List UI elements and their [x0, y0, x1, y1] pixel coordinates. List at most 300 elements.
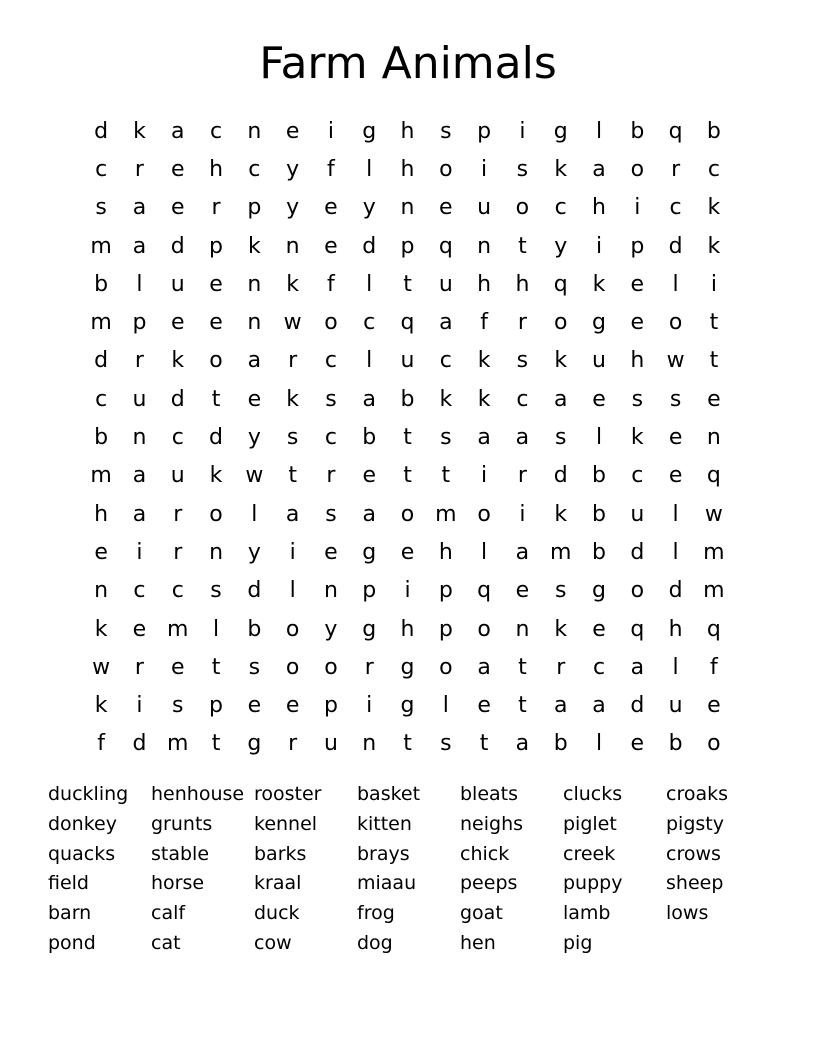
grid-letter: l — [212, 616, 220, 642]
grid-letter: d — [132, 731, 147, 757]
grid-letter: m — [90, 463, 112, 489]
grid-row — [82, 457, 734, 495]
grid-letter: n — [706, 425, 721, 451]
grid-letter: g — [400, 654, 415, 680]
grid-letter: c — [171, 425, 184, 451]
grid-letter: q — [553, 271, 568, 297]
grid-letter: p — [438, 616, 453, 642]
grid-letter: m — [703, 539, 725, 565]
grid-letter: n — [477, 233, 492, 259]
grid-letter: d — [668, 233, 683, 259]
grid-letter: s — [554, 425, 567, 451]
word-bank-item: duck — [254, 902, 300, 925]
grid-letter: n — [323, 578, 338, 604]
grid-letter: e — [324, 539, 338, 565]
grid-letter: i — [634, 195, 641, 221]
grid-letter: i — [136, 693, 143, 719]
grid-letter: a — [171, 118, 185, 144]
grid-letter: r — [517, 463, 527, 489]
grid-letter: t — [288, 463, 297, 489]
grid-letter: g — [362, 616, 377, 642]
grid-letter: c — [171, 578, 184, 604]
grid-letter: c — [324, 425, 337, 451]
grid-letter: k — [94, 616, 108, 642]
word-bank-item: barks — [254, 842, 307, 865]
grid-letter: y — [286, 195, 300, 221]
grid-letter: o — [324, 310, 338, 336]
grid-letter: s — [516, 348, 529, 374]
grid-letter: e — [170, 156, 185, 182]
grid-letter: k — [94, 693, 108, 719]
grid-letter: s — [325, 386, 337, 412]
grid-letter: d — [668, 578, 683, 604]
grid-letter: d — [630, 693, 645, 719]
grid-letter: h — [94, 501, 109, 527]
word-bank-item: clucks — [563, 783, 623, 805]
grid-letter: o — [209, 348, 223, 374]
grid-letter: a — [132, 233, 147, 259]
grid-letter: r — [173, 539, 183, 565]
grid-letter: r — [288, 731, 298, 757]
grid-letter: h — [400, 156, 415, 182]
grid-letter: m — [90, 310, 112, 336]
word-bank-item: piglet — [563, 812, 617, 835]
word-bank-column — [357, 780, 460, 959]
grid-row — [82, 686, 734, 724]
grid-letter: o — [400, 501, 415, 527]
grid-letter: s — [440, 118, 452, 144]
grid-letter: q — [668, 118, 683, 144]
grid-letter: g — [362, 539, 377, 565]
grid-letter: e — [209, 271, 223, 297]
grid-letter: k — [554, 501, 568, 527]
grid-letter: r — [134, 156, 144, 182]
grid-letter: e — [592, 386, 606, 412]
word-bank-item: creek — [563, 842, 616, 865]
word-bank-item: kitten — [357, 812, 412, 835]
grid-letter: l — [672, 654, 679, 680]
grid-letter: b — [247, 616, 262, 642]
grid-letter: k — [477, 348, 491, 374]
grid-letter: s — [248, 654, 261, 680]
grid-letter: a — [132, 501, 147, 527]
grid-letter: d — [247, 578, 262, 604]
grid-letter: h — [668, 616, 683, 642]
grid-letter: r — [556, 654, 566, 680]
grid-letter: s — [95, 195, 107, 221]
grid-letter: o — [515, 195, 530, 221]
grid-letter: i — [404, 578, 411, 604]
grid-letter: e — [477, 693, 491, 719]
grid-letter: d — [94, 118, 109, 144]
grid-letter: s — [440, 425, 452, 451]
grid-letter: k — [630, 425, 644, 451]
grid-letter: g — [247, 731, 262, 757]
grid-letter: r — [326, 463, 336, 489]
word-bank-item: cat — [151, 931, 181, 954]
grid-letter: t — [518, 693, 527, 719]
word-bank-column — [666, 780, 769, 959]
grid-letter: b — [94, 271, 109, 297]
grid-letter: o — [209, 501, 223, 527]
grid-letter: k — [171, 348, 185, 374]
grid-letter: t — [403, 731, 412, 757]
grid-letter: k — [247, 233, 261, 259]
grid-letter: i — [519, 501, 526, 527]
grid-letter: c — [439, 348, 452, 374]
grid-letter: s — [210, 578, 222, 604]
grid-letter: c — [209, 118, 223, 144]
grid-letter: w — [283, 310, 302, 336]
grid-letter: a — [285, 501, 300, 527]
grid-letter: a — [592, 156, 606, 182]
grid-letter: m — [703, 578, 725, 604]
word-bank-item: crows — [666, 842, 721, 865]
word-bank-item: grunts — [151, 812, 213, 835]
word-bank-item: neighs — [460, 812, 524, 835]
grid-letter: i — [136, 539, 143, 565]
grid-letter: p — [400, 233, 415, 259]
word-bank-item: goat — [460, 902, 503, 925]
grid-letter: e — [324, 195, 338, 221]
grid-letter: s — [172, 693, 184, 719]
grid-letter: d — [209, 425, 224, 451]
grid-letter: q — [400, 310, 415, 336]
grid-letter: a — [132, 195, 147, 221]
grid-letter: e — [170, 654, 185, 680]
grid-letter: k — [554, 616, 568, 642]
page-title: Farm Animals — [259, 38, 557, 89]
grid-letter: a — [362, 386, 376, 412]
grid-letter: d — [630, 539, 645, 565]
grid-row — [82, 342, 734, 380]
grid-letter: k — [439, 386, 453, 412]
grid-letter: l — [366, 156, 373, 182]
grid-letter: t — [211, 731, 221, 757]
grid-letter: u — [170, 463, 185, 489]
grid-letter: p — [438, 578, 453, 604]
grid-letter: a — [477, 654, 491, 680]
grid-letter: l — [251, 501, 258, 527]
grid-letter: u — [132, 386, 147, 412]
grid-row — [82, 725, 734, 763]
grid-letter: p — [209, 233, 224, 259]
grid-letter: b — [94, 425, 109, 451]
grid-letter: a — [477, 425, 491, 451]
grid-letter: k — [209, 463, 223, 489]
grid-letter: e — [132, 616, 147, 642]
grid-letter: d — [170, 233, 185, 259]
grid-letter: n — [247, 271, 262, 297]
grid-letter: i — [366, 693, 373, 719]
word-bank-item: donkey — [48, 812, 117, 835]
grid-letter: e — [285, 693, 300, 719]
grid-letter: k — [554, 348, 568, 374]
grid-letter: i — [710, 271, 717, 297]
grid-letter: u — [400, 348, 415, 374]
grid-letter: o — [477, 501, 491, 527]
grid-letter: l — [366, 271, 373, 297]
grid-letter: n — [247, 310, 262, 336]
grid-letter: s — [554, 578, 567, 604]
word-bank-item: kraal — [254, 872, 302, 895]
grid-letter: h — [209, 156, 224, 182]
word-bank-item: dog — [357, 931, 393, 954]
grid-letter: e — [668, 425, 683, 451]
grid-letter: d — [362, 233, 377, 259]
word-bank-item: sheep — [666, 872, 724, 895]
grid-letter: o — [439, 156, 453, 182]
grid-letter: s — [516, 156, 529, 182]
grid-letter: c — [363, 310, 376, 336]
grid-letter: k — [286, 271, 299, 297]
grid-letter: m — [435, 501, 457, 527]
grid-letter: u — [592, 348, 606, 374]
grid-letter: t — [518, 233, 527, 259]
grid-letter: u — [323, 731, 338, 757]
word-bank-column — [151, 780, 254, 959]
grid-letter: c — [707, 156, 720, 182]
word-bank-item: horse — [151, 872, 205, 895]
grid-letter: h — [477, 271, 492, 297]
grid-letter: k — [286, 386, 299, 412]
grid-letter: i — [327, 118, 334, 144]
grid-letter: a — [247, 348, 262, 374]
grid-letter: k — [477, 386, 491, 412]
grid-letter: o — [630, 578, 645, 604]
grid-row — [82, 380, 734, 418]
grid-letter: e — [592, 616, 606, 642]
grid-letter: t — [403, 463, 412, 489]
grid-letter: k — [707, 195, 721, 221]
grid-letter: n — [400, 195, 415, 221]
grid-letter: k — [592, 271, 606, 297]
grid-letter: g — [362, 118, 377, 144]
grid-letter: i — [289, 539, 296, 565]
grid-letter: d — [170, 386, 185, 412]
grid-letter: i — [519, 118, 526, 144]
grid-row — [82, 572, 734, 610]
grid-letter: m — [167, 731, 189, 757]
word-bank-item: calf — [151, 902, 186, 925]
grid-letter: g — [592, 310, 606, 336]
grid-letter: f — [327, 271, 335, 297]
grid-letter: c — [631, 463, 644, 489]
grid-letter: p — [362, 578, 377, 604]
grid-letter: y — [362, 195, 376, 221]
grid-letter: l — [595, 731, 603, 757]
grid-letter: c — [554, 195, 567, 221]
grid-letter: u — [438, 271, 453, 297]
grid-letter: n — [515, 616, 530, 642]
grid-letter: t — [479, 731, 489, 757]
grid-row — [82, 189, 734, 227]
grid-letter: b — [706, 118, 721, 144]
grid-letter: r — [288, 348, 298, 374]
grid-letter: y — [247, 425, 261, 451]
grid-letter: r — [364, 654, 374, 680]
grid-row — [82, 533, 734, 571]
grid-letter: p — [477, 118, 492, 144]
grid-letter: l — [289, 578, 296, 604]
grid-letter: y — [247, 539, 261, 565]
grid-letter: r — [173, 501, 183, 527]
grid-letter: w — [704, 501, 723, 527]
word-bank-item: brays — [357, 842, 410, 865]
grid-letter: y — [324, 616, 338, 642]
grid-letter: t — [211, 386, 221, 412]
grid-letter: m — [167, 616, 189, 642]
word-bank-item: pigsty — [666, 812, 724, 835]
word-bank-item: chick — [460, 842, 510, 865]
grid-letter: r — [211, 195, 221, 221]
grid-letter: o — [477, 616, 491, 642]
grid-letter: l — [595, 425, 603, 451]
grid-letter: i — [481, 156, 488, 182]
grid-row — [82, 418, 734, 456]
word-bank — [48, 780, 788, 959]
grid-letter: r — [517, 310, 527, 336]
grid-letter: a — [439, 310, 453, 336]
grid-letter: i — [481, 463, 488, 489]
grid-letter: l — [672, 539, 679, 565]
grid-letter: c — [669, 195, 682, 221]
grid-letter: o — [553, 310, 568, 336]
word-bank-item: duckling — [48, 783, 129, 805]
grid-letter: e — [209, 310, 223, 336]
word-bank-item: pig — [563, 931, 593, 954]
grid-letter: e — [362, 463, 376, 489]
grid-letter: d — [553, 463, 568, 489]
grid-letter: e — [285, 118, 300, 144]
grid-letter: t — [441, 463, 451, 489]
grid-letter: h — [592, 195, 606, 221]
grid-letter: e — [247, 693, 262, 719]
grid-letter: e — [707, 693, 721, 719]
grid-letter: e — [707, 386, 721, 412]
word-bank-item: croaks — [666, 783, 729, 805]
grid-letter: e — [668, 463, 683, 489]
grid-letter: e — [170, 195, 185, 221]
grid-row — [82, 112, 734, 150]
word-bank-item: cow — [254, 931, 292, 954]
grid-letter: t — [211, 654, 221, 680]
grid-letter: m — [90, 233, 112, 259]
word-bank-item: lamb — [563, 902, 611, 925]
grid-letter: e — [400, 539, 415, 565]
grid-letter: e — [515, 578, 530, 604]
grid-letter: o — [630, 156, 645, 182]
word-bank-item: puppy — [563, 872, 623, 895]
grid-letter: e — [247, 386, 262, 412]
grid-letter: e — [630, 271, 645, 297]
grid-letter: a — [515, 539, 530, 565]
grid-letter: c — [95, 386, 108, 412]
grid-letter: n — [209, 539, 224, 565]
grid-letter: q — [438, 233, 453, 259]
word-bank-column — [254, 780, 357, 959]
grid-row — [82, 648, 734, 686]
grid-letter: u — [668, 693, 683, 719]
grid-letter: h — [400, 616, 415, 642]
grid-letter: o — [285, 654, 300, 680]
grid-letter: n — [94, 578, 109, 604]
grid-row — [82, 227, 734, 265]
grid-letter: f — [710, 654, 718, 680]
grid-letter: w — [245, 463, 264, 489]
grid-letter: e — [324, 233, 338, 259]
grid-letter: b — [668, 731, 683, 757]
grid-letter: p — [209, 693, 224, 719]
grid-letter: t — [709, 348, 719, 374]
grid-letter: q — [706, 463, 721, 489]
grid-letter: a — [515, 425, 530, 451]
word-bank-item: rooster — [254, 783, 322, 805]
word-bank-column — [460, 780, 563, 959]
grid-letter: g — [553, 118, 568, 144]
word-bank-item: frog — [357, 902, 395, 925]
grid-letter: r — [671, 156, 681, 182]
grid-letter: t — [403, 271, 412, 297]
grid-letter: h — [630, 348, 645, 374]
grid-letter: c — [133, 578, 146, 604]
grid-letter: u — [170, 271, 185, 297]
grid-letter: c — [516, 386, 529, 412]
grid-letter: l — [672, 501, 679, 527]
grid-letter: p — [247, 195, 262, 221]
grid-letter: c — [592, 654, 606, 680]
grid-letter: p — [630, 233, 645, 259]
grid-letter: c — [324, 348, 337, 374]
grid-letter: s — [286, 425, 299, 451]
grid-letter: t — [403, 425, 412, 451]
grid-letter: s — [440, 731, 452, 757]
word-bank-item: miaau — [357, 872, 417, 895]
grid-letter: d — [94, 348, 109, 374]
grid-letter: m — [549, 539, 572, 565]
grid-letter: f — [327, 156, 335, 182]
grid-letter: l — [136, 271, 143, 297]
grid-letter: a — [515, 731, 530, 757]
grid-letter: l — [442, 693, 449, 719]
grid-row — [82, 150, 734, 188]
grid-letter: b — [362, 425, 377, 451]
grid-letter: l — [481, 539, 488, 565]
grid-letter: a — [132, 463, 147, 489]
grid-letter: n — [132, 425, 147, 451]
grid-letter: w — [666, 348, 685, 374]
grid-letter: a — [630, 654, 645, 680]
grid-letter: f — [97, 731, 106, 757]
grid-letter: b — [400, 386, 415, 412]
grid-letter: r — [134, 348, 144, 374]
grid-letter: c — [248, 156, 261, 182]
grid-letter: o — [285, 616, 300, 642]
grid-letter: t — [709, 310, 719, 336]
grid-letter: b — [630, 118, 645, 144]
grid-letter: h — [438, 539, 453, 565]
grid-letter: q — [630, 616, 645, 642]
grid-letter: n — [362, 731, 377, 757]
word-bank-column — [48, 780, 151, 959]
grid-letter: f — [480, 310, 488, 336]
grid-letter: b — [592, 463, 606, 489]
grid-letter: g — [400, 693, 415, 719]
grid-row — [82, 303, 734, 341]
grid-letter: y — [554, 233, 568, 259]
grid-letter: l — [672, 271, 679, 297]
word-bank-item: basket — [357, 783, 421, 805]
